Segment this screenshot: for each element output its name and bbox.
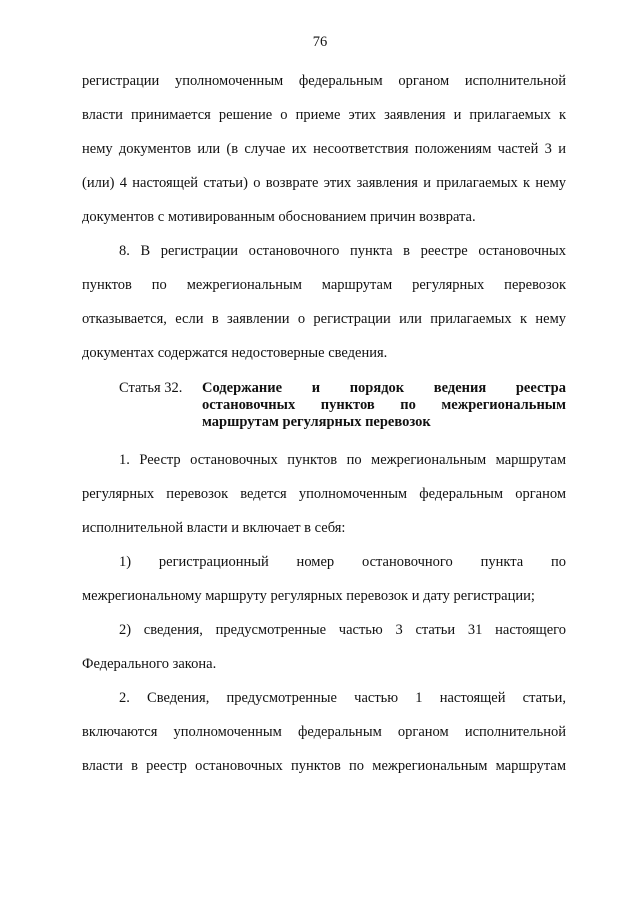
- paragraph-line: 1. Реестр остановочных пунктов по межрегиональным маршрутам: [119, 452, 566, 468]
- paragraph-line: межрегиональному маршруту регулярных перевозок и дату регистрации;: [82, 588, 535, 604]
- paragraph-line: пунктов по межрегиональным маршрутам регулярных перевозок: [82, 277, 566, 293]
- paragraphs-before: [82, 64, 566, 370]
- paragraph-line: 1) регистрационный номер остановочного пункта по: [119, 554, 566, 570]
- article-title-line: маршрутам регулярных перевозок: [202, 414, 431, 430]
- article-title-line: остановочных пунктов по межрегиональным: [202, 397, 566, 413]
- article-number: Статья 32.: [119, 380, 183, 396]
- paragraph-line: документов с мотивированным обоснованием причин возврата.: [82, 209, 476, 225]
- paragraphs-after: [82, 443, 566, 783]
- paragraph-line: 8. В регистрации остановочного пункта в реестре остановочных: [119, 243, 566, 259]
- paragraph: [82, 64, 566, 234]
- paragraph-line: исполнительной власти и включает в себя:: [82, 520, 346, 536]
- paragraph: [82, 681, 566, 783]
- paragraph: [82, 613, 566, 681]
- paragraph-line: отказывается, если в заявлении о регистрации или прилагаемых к нему: [82, 311, 566, 327]
- article-title-line: Содержание и порядок ведения реестра: [202, 380, 566, 396]
- page-number: 76: [312, 34, 328, 50]
- paragraph-line: документах содержатся недостоверные сведения.: [82, 345, 388, 361]
- article-title: [202, 380, 566, 431]
- paragraph-line: 2. Сведения, предусмотренные частью 1 настоящей статьи,: [119, 690, 566, 706]
- paragraph-line: нему документов или (в случае их несоответствия положениям частей 3 и: [82, 141, 566, 157]
- paragraph-line: регистрации уполномоченным федеральным органом исполнительной: [82, 73, 566, 89]
- paragraph-line: Федерального закона.: [82, 656, 217, 672]
- paragraph-line: включаются уполномоченным федеральным органом исполнительной: [82, 724, 566, 740]
- paragraph: [82, 545, 566, 613]
- paragraph-line: регулярных перевозок ведется уполномоченным федеральным органом: [82, 486, 566, 502]
- article-heading: [82, 380, 566, 431]
- paragraph-line: (или) 4 настоящей статьи) о возврате этих заявления и прилагаемых к нему: [82, 175, 566, 191]
- paragraph-line: власти в реестр остановочных пунктов по межрегиональным маршрутам: [82, 758, 566, 774]
- paragraph: [82, 443, 566, 545]
- document-body: [82, 64, 566, 783]
- paragraph-line: 2) сведения, предусмотренные частью 3 статьи 31 настоящего: [119, 622, 566, 638]
- paragraph: [82, 234, 566, 370]
- paragraph-line: власти принимается решение о приеме этих заявления и прилагаемых к: [82, 107, 566, 123]
